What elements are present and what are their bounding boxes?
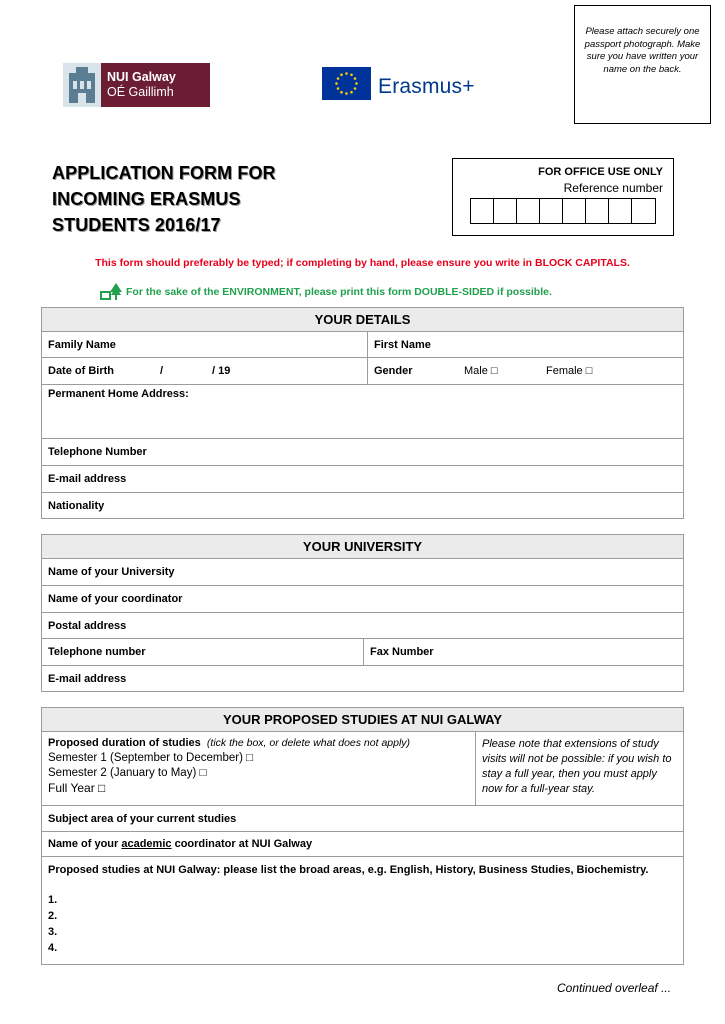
ref-cell[interactable] [517, 199, 540, 223]
dob-year: / 19 [212, 365, 231, 377]
university-telephone-label: Telephone number [48, 646, 146, 658]
postal-address-field[interactable] [42, 613, 683, 638]
subject-area-field[interactable] [42, 806, 683, 831]
table-row [42, 857, 683, 964]
email-field[interactable] [42, 466, 683, 492]
subject-area-label: Subject area of your current studies [48, 812, 237, 825]
coordinator-label: Name of your coordinator [48, 593, 183, 605]
office-use-box [452, 158, 674, 236]
list-item: 1. [48, 894, 58, 906]
table-row [42, 666, 683, 691]
telephone-label: Telephone Number [48, 446, 147, 458]
table-row [42, 613, 683, 639]
proposed-studies-heading: YOUR PROPOSED STUDIES AT NUI GALWAY [42, 708, 683, 732]
proposed-studies-field[interactable] [42, 857, 683, 964]
gender-field [368, 358, 683, 384]
eu-flag-icon [322, 67, 371, 100]
university-telephone-field[interactable] [42, 639, 364, 665]
reference-number-label: Reference number [563, 181, 663, 195]
table-row [42, 466, 683, 493]
ref-cell[interactable] [563, 199, 586, 223]
your-university-heading: YOUR UNIVERSITY [42, 535, 683, 559]
nui-name: NUI Galway [107, 70, 176, 84]
dob-label: Date of Birth [48, 365, 114, 377]
family-name-field[interactable] [42, 332, 368, 357]
table-row [42, 559, 683, 586]
academic-coordinator-label: Name of your academic coordinator at NUI Galway [48, 838, 313, 850]
duration-hint: (tick the box, or delete what does not apply) [206, 737, 411, 749]
university-name-field[interactable] [42, 559, 683, 585]
home-address-field[interactable] [42, 385, 683, 438]
duration-field [42, 732, 476, 805]
table-row [42, 493, 683, 518]
nationality-label: Nationality [48, 499, 105, 512]
table-row [42, 732, 683, 806]
list-item: 2. [48, 910, 58, 922]
postal-address-label: Postal address [48, 619, 127, 632]
full-year-option[interactable]: Full Year □ [48, 781, 106, 795]
title-line-2: INCOMING ERASMUS [52, 189, 241, 209]
telephone-field[interactable] [42, 439, 683, 465]
environment-note-text: For the sake of the ENVIRONMENT, please print this form DOUBLE-SIDED if possible. [126, 286, 552, 298]
passport-photo-box [574, 5, 711, 124]
home-address-label: Permanent Home Address: [48, 388, 189, 400]
table-row [42, 439, 683, 466]
ref-cell[interactable] [471, 199, 494, 223]
gender-label: Gender [374, 365, 413, 377]
email-label: E-mail address [48, 473, 127, 485]
list-item: 3. [48, 926, 58, 938]
semester-1-option[interactable]: Semester 1 (September to December) □ [48, 752, 254, 764]
office-use-title: FOR OFFICE USE ONLY [538, 166, 663, 178]
title-line-1: APPLICATION FORM FOR [52, 163, 276, 183]
ref-cell[interactable] [586, 199, 609, 223]
ref-cell[interactable] [609, 199, 632, 223]
block-capitals-note: This form should preferably be typed; if completing by hand, please ensure you write in BLOCK CAPITALS. [95, 257, 630, 269]
first-name-label: First Name [374, 338, 431, 351]
table-row [42, 358, 683, 385]
proposed-studies-label: Proposed studies at NUI Galway: please list the broad areas, e.g. English, History, Business Studies, Biochemistry. [48, 864, 649, 876]
dob-slash: / [160, 365, 164, 377]
table-row [42, 832, 683, 857]
university-email-field[interactable] [42, 666, 683, 691]
erasmus-logo-text: Erasmus+ [378, 75, 475, 98]
table-row [42, 332, 683, 358]
tree-print-icon [100, 283, 122, 301]
photo-instructions: Please attach securely one passport photograph. Make sure you have written your name on the back. [584, 26, 701, 75]
gender-male-checkbox[interactable]: Male □ [464, 365, 498, 377]
university-email-label: E-mail address [48, 672, 127, 685]
title-line-3: STUDENTS 2016/17 [52, 215, 221, 235]
university-name-label: Name of your University [48, 566, 175, 578]
table-row [42, 586, 683, 613]
date-of-birth-field[interactable] [42, 358, 368, 384]
first-name-field[interactable] [368, 332, 683, 357]
table-row [42, 806, 683, 832]
reference-number-cells[interactable] [470, 198, 656, 224]
extension-note: Please note that extensions of study visits will not be possible: if you wish to stay a full year, then you must apply now for a full-year stay. [482, 738, 672, 795]
nui-galway-logo [63, 63, 210, 107]
proposed-studies-section [41, 707, 684, 965]
duration-label: Proposed duration of studies [48, 737, 201, 749]
table-row [42, 639, 683, 666]
family-name-label: Family Name [48, 338, 116, 351]
coordinator-field[interactable] [42, 586, 683, 612]
fax-field[interactable] [364, 639, 683, 665]
ref-cell[interactable] [540, 199, 563, 223]
table-row [42, 385, 683, 439]
form-title [52, 160, 276, 238]
nui-crest-icon [63, 63, 101, 107]
your-university-section [41, 534, 684, 692]
gender-female-checkbox[interactable]: Female □ [546, 365, 593, 377]
academic-coordinator-field[interactable] [42, 832, 683, 856]
semester-2-option[interactable]: Semester 2 (January to May) □ [48, 767, 207, 779]
ref-cell[interactable] [632, 199, 655, 223]
your-details-heading: YOUR DETAILS [42, 308, 683, 332]
environment-note [100, 283, 552, 301]
fax-label: Fax Number [370, 646, 434, 658]
nui-irish-name: OÉ Gaillimh [107, 85, 174, 99]
nationality-field[interactable] [42, 493, 683, 518]
ref-cell[interactable] [494, 199, 517, 223]
your-details-section [41, 307, 684, 519]
continued-overleaf: Continued overleaf ... [557, 981, 672, 995]
list-item: 4. [48, 942, 58, 954]
